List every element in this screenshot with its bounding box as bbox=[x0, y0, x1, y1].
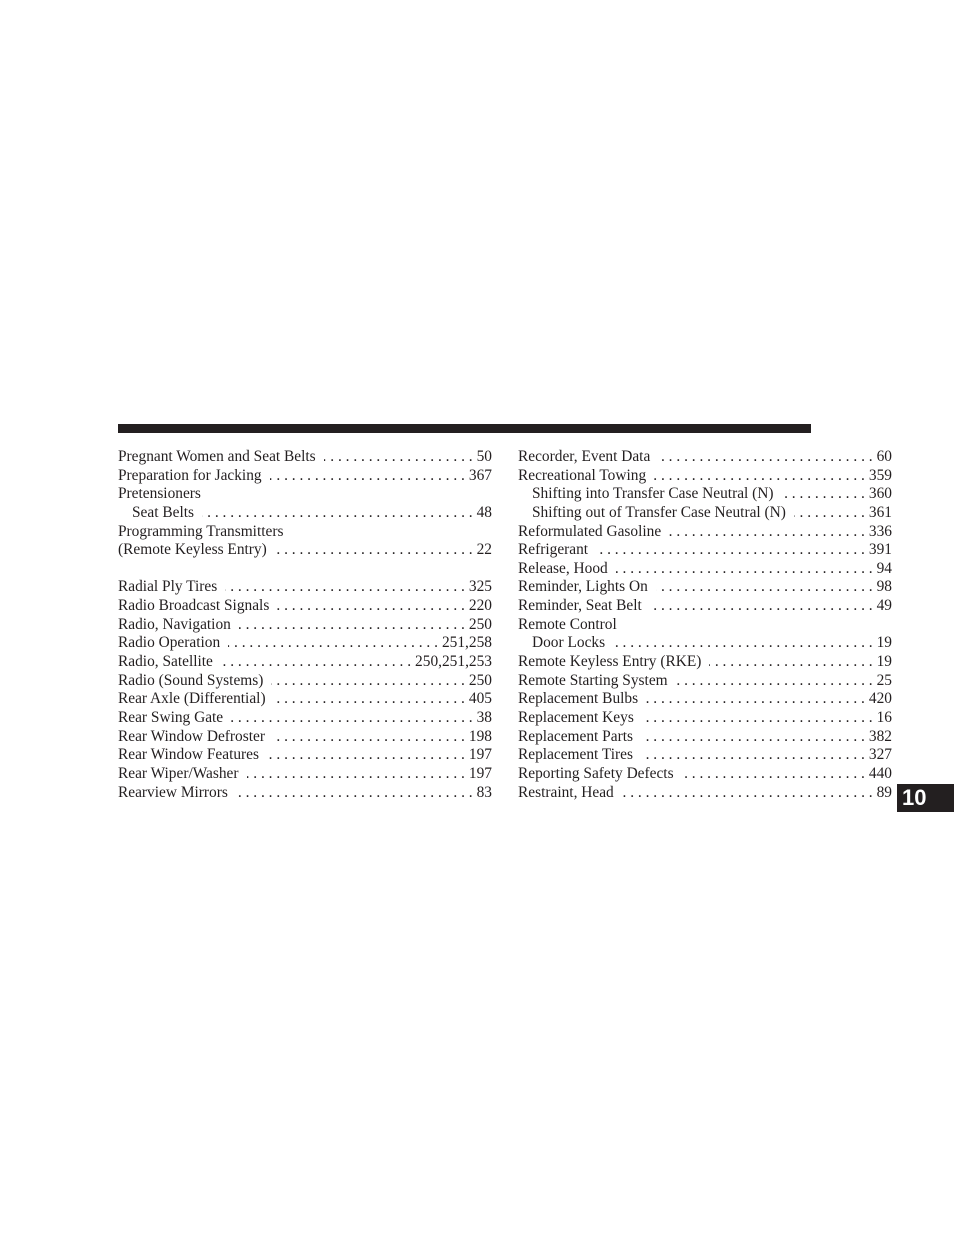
entry-page-number: 361 bbox=[868, 503, 892, 521]
entry-page-number: 327 bbox=[868, 746, 892, 764]
entry-label: Rear Wiper/Washer bbox=[118, 764, 239, 782]
entry-label: Rear Axle (Differential) bbox=[118, 690, 266, 708]
entry-page-number: 367 bbox=[468, 466, 492, 484]
entry-page-number: 83 bbox=[476, 783, 492, 801]
index-entry bbox=[518, 672, 892, 691]
entry-label: Programming Transmitters bbox=[118, 522, 284, 540]
dot-leader bbox=[622, 784, 873, 803]
index-entry bbox=[518, 448, 892, 467]
entry-label: Rear Window Features bbox=[118, 746, 259, 764]
entry-page-number: 325 bbox=[468, 578, 492, 596]
dot-leader bbox=[277, 597, 465, 616]
index-entry bbox=[518, 560, 892, 579]
dot-leader bbox=[275, 541, 473, 560]
entry-page-number: 197 bbox=[468, 764, 492, 782]
dot-leader bbox=[709, 653, 872, 672]
dot-leader bbox=[642, 709, 873, 728]
index-entry bbox=[118, 765, 492, 784]
dot-leader bbox=[273, 728, 465, 747]
dot-leader bbox=[271, 672, 465, 691]
index-entry bbox=[118, 523, 492, 542]
entry-label: Restraint, Head bbox=[518, 783, 614, 801]
entry-label: (Remote Keyless Entry) bbox=[118, 541, 267, 559]
entry-label: Remote Keyless Entry (RKE) bbox=[518, 653, 702, 671]
chapter-tab: 10 bbox=[897, 784, 954, 812]
index-entry bbox=[118, 784, 492, 803]
dot-leader bbox=[650, 597, 873, 616]
index-entry bbox=[518, 765, 892, 784]
entry-page-number: 420 bbox=[868, 690, 892, 708]
entry-page-number: 198 bbox=[468, 727, 492, 745]
index-entry bbox=[118, 634, 492, 653]
header-rule bbox=[118, 424, 811, 433]
entry-label: Shifting out of Transfer Case Neutral (N) bbox=[532, 503, 786, 521]
dot-leader bbox=[236, 784, 473, 803]
entry-label: Replacement Bulbs bbox=[518, 690, 639, 708]
index-entry bbox=[118, 709, 492, 728]
dot-leader bbox=[676, 672, 873, 691]
dot-leader bbox=[239, 616, 465, 635]
dot-leader bbox=[794, 504, 865, 523]
entry-label: Reminder, Seat Belt bbox=[518, 597, 642, 615]
dot-leader bbox=[654, 467, 865, 486]
index-entry bbox=[118, 578, 492, 597]
index-entry bbox=[118, 672, 492, 691]
dot-leader bbox=[646, 690, 865, 709]
entry-label: Replacement Parts bbox=[518, 727, 633, 745]
dot-leader bbox=[616, 560, 873, 579]
dot-leader bbox=[228, 634, 438, 653]
entry-page-number: 89 bbox=[876, 783, 892, 801]
index-entry bbox=[518, 597, 892, 616]
entry-page-number: 250,251,253 bbox=[415, 653, 492, 671]
index-entry bbox=[518, 746, 892, 765]
entry-label: Rear Window Defroster bbox=[118, 727, 265, 745]
entry-page-number: 336 bbox=[868, 522, 892, 540]
entry-label: Radio, Satellite bbox=[118, 653, 213, 671]
entry-label: Radio Operation bbox=[118, 634, 221, 652]
entry-page-number: 360 bbox=[868, 485, 892, 503]
entry-page-number: 405 bbox=[468, 690, 492, 708]
dot-leader bbox=[274, 690, 465, 709]
dot-leader bbox=[658, 448, 872, 467]
entry-label: Radio Broadcast Signals bbox=[118, 597, 270, 615]
entry-label: Radio, Navigation bbox=[118, 615, 231, 633]
dot-leader bbox=[231, 709, 472, 728]
entry-page-number: 251,258 bbox=[441, 634, 492, 652]
entry-page-number: 50 bbox=[476, 448, 492, 465]
index-entry bbox=[118, 467, 492, 486]
entry-label: Preparation for Jacking bbox=[118, 466, 262, 484]
index-entry bbox=[518, 690, 892, 709]
entry-label: Release, Hood bbox=[518, 559, 608, 577]
entry-page-number: 22 bbox=[476, 541, 492, 559]
entry-page-number: 48 bbox=[476, 503, 492, 521]
entry-label: Seat Belts bbox=[132, 503, 194, 521]
entry-label: Reformulated Gasoline bbox=[518, 522, 662, 540]
entry-page-number: 16 bbox=[876, 708, 892, 726]
index-entry bbox=[118, 690, 492, 709]
dot-leader bbox=[202, 504, 473, 523]
index-subentry bbox=[518, 485, 892, 504]
entry-page-number: 382 bbox=[868, 727, 892, 745]
entry-label: Rear Swing Gate bbox=[118, 708, 224, 726]
entry-label: Reminder, Lights On bbox=[518, 578, 648, 596]
entry-page-number: 60 bbox=[876, 448, 892, 465]
entry-page-number: 19 bbox=[876, 653, 892, 671]
entry-label: Pregnant Women and Seat Belts bbox=[118, 448, 316, 465]
index-entry bbox=[118, 597, 492, 616]
dot-leader bbox=[267, 746, 465, 765]
index-column-right bbox=[518, 448, 892, 802]
entry-label: Remote Starting System bbox=[518, 671, 668, 689]
dot-leader bbox=[270, 467, 465, 486]
entry-label: Recorder, Event Data bbox=[518, 448, 651, 465]
index-column-left bbox=[118, 448, 492, 802]
entry-label: Reporting Safety Defects bbox=[518, 764, 674, 782]
entry-page-number: 359 bbox=[868, 466, 892, 484]
entry-page-number: 25 bbox=[876, 671, 892, 689]
entry-label: Refrigerant bbox=[518, 541, 589, 559]
entry-page-number: 391 bbox=[868, 541, 892, 559]
entry-label: Pretensioners bbox=[118, 485, 201, 503]
index-subentry bbox=[518, 504, 892, 523]
entry-page-number: 220 bbox=[468, 597, 492, 615]
index-entry bbox=[518, 709, 892, 728]
entry-label: Door Locks bbox=[532, 634, 606, 652]
index-entry bbox=[118, 541, 492, 560]
entry-label: Recreational Towing bbox=[518, 466, 647, 484]
index-entry bbox=[518, 653, 892, 672]
dot-leader bbox=[682, 765, 865, 784]
entry-label: Rearview Mirrors bbox=[118, 783, 228, 801]
index-entry bbox=[518, 523, 892, 542]
index-entry bbox=[118, 448, 492, 467]
dot-leader bbox=[782, 485, 865, 504]
index-entry bbox=[118, 728, 492, 747]
dot-leader bbox=[324, 448, 473, 467]
entry-page-number: 49 bbox=[876, 597, 892, 615]
index-spacer bbox=[118, 560, 492, 579]
dot-leader bbox=[656, 578, 873, 597]
index-entry bbox=[118, 485, 492, 504]
dot-leader bbox=[247, 765, 465, 784]
index-subentry bbox=[118, 504, 492, 523]
entry-page-number: 250 bbox=[468, 615, 492, 633]
entry-label: Replacement Keys bbox=[518, 708, 634, 726]
index-entry bbox=[518, 541, 892, 560]
dot-leader bbox=[596, 541, 865, 560]
dot-leader bbox=[641, 728, 865, 747]
entry-page-number: 38 bbox=[476, 708, 492, 726]
entry-page-number: 94 bbox=[876, 559, 892, 577]
entry-page-number: 197 bbox=[468, 746, 492, 764]
entry-page-number: 19 bbox=[876, 634, 892, 652]
entry-label: Shifting into Transfer Case Neutral (N) bbox=[532, 485, 774, 503]
entry-label: Replacement Tires bbox=[518, 746, 633, 764]
dot-leader bbox=[613, 634, 873, 653]
dot-leader bbox=[641, 746, 865, 765]
entry-page-number: 440 bbox=[868, 764, 892, 782]
index-entry bbox=[518, 467, 892, 486]
entry-page-number: 98 bbox=[876, 578, 892, 596]
dot-leader bbox=[221, 653, 411, 672]
index-entry bbox=[118, 616, 492, 635]
index-entry bbox=[518, 784, 892, 803]
index-entry bbox=[518, 578, 892, 597]
entry-label: Radial Ply Tires bbox=[118, 578, 218, 596]
index-entry bbox=[518, 728, 892, 747]
index-subentry bbox=[518, 634, 892, 653]
index-entry bbox=[118, 746, 492, 765]
index-entry bbox=[118, 653, 492, 672]
dot-leader bbox=[225, 578, 465, 597]
entry-page-number: 250 bbox=[468, 671, 492, 689]
entry-label: Remote Control bbox=[518, 615, 617, 633]
entry-label: Radio (Sound Systems) bbox=[118, 671, 264, 689]
dot-leader bbox=[669, 523, 865, 542]
index-entry bbox=[518, 616, 892, 635]
